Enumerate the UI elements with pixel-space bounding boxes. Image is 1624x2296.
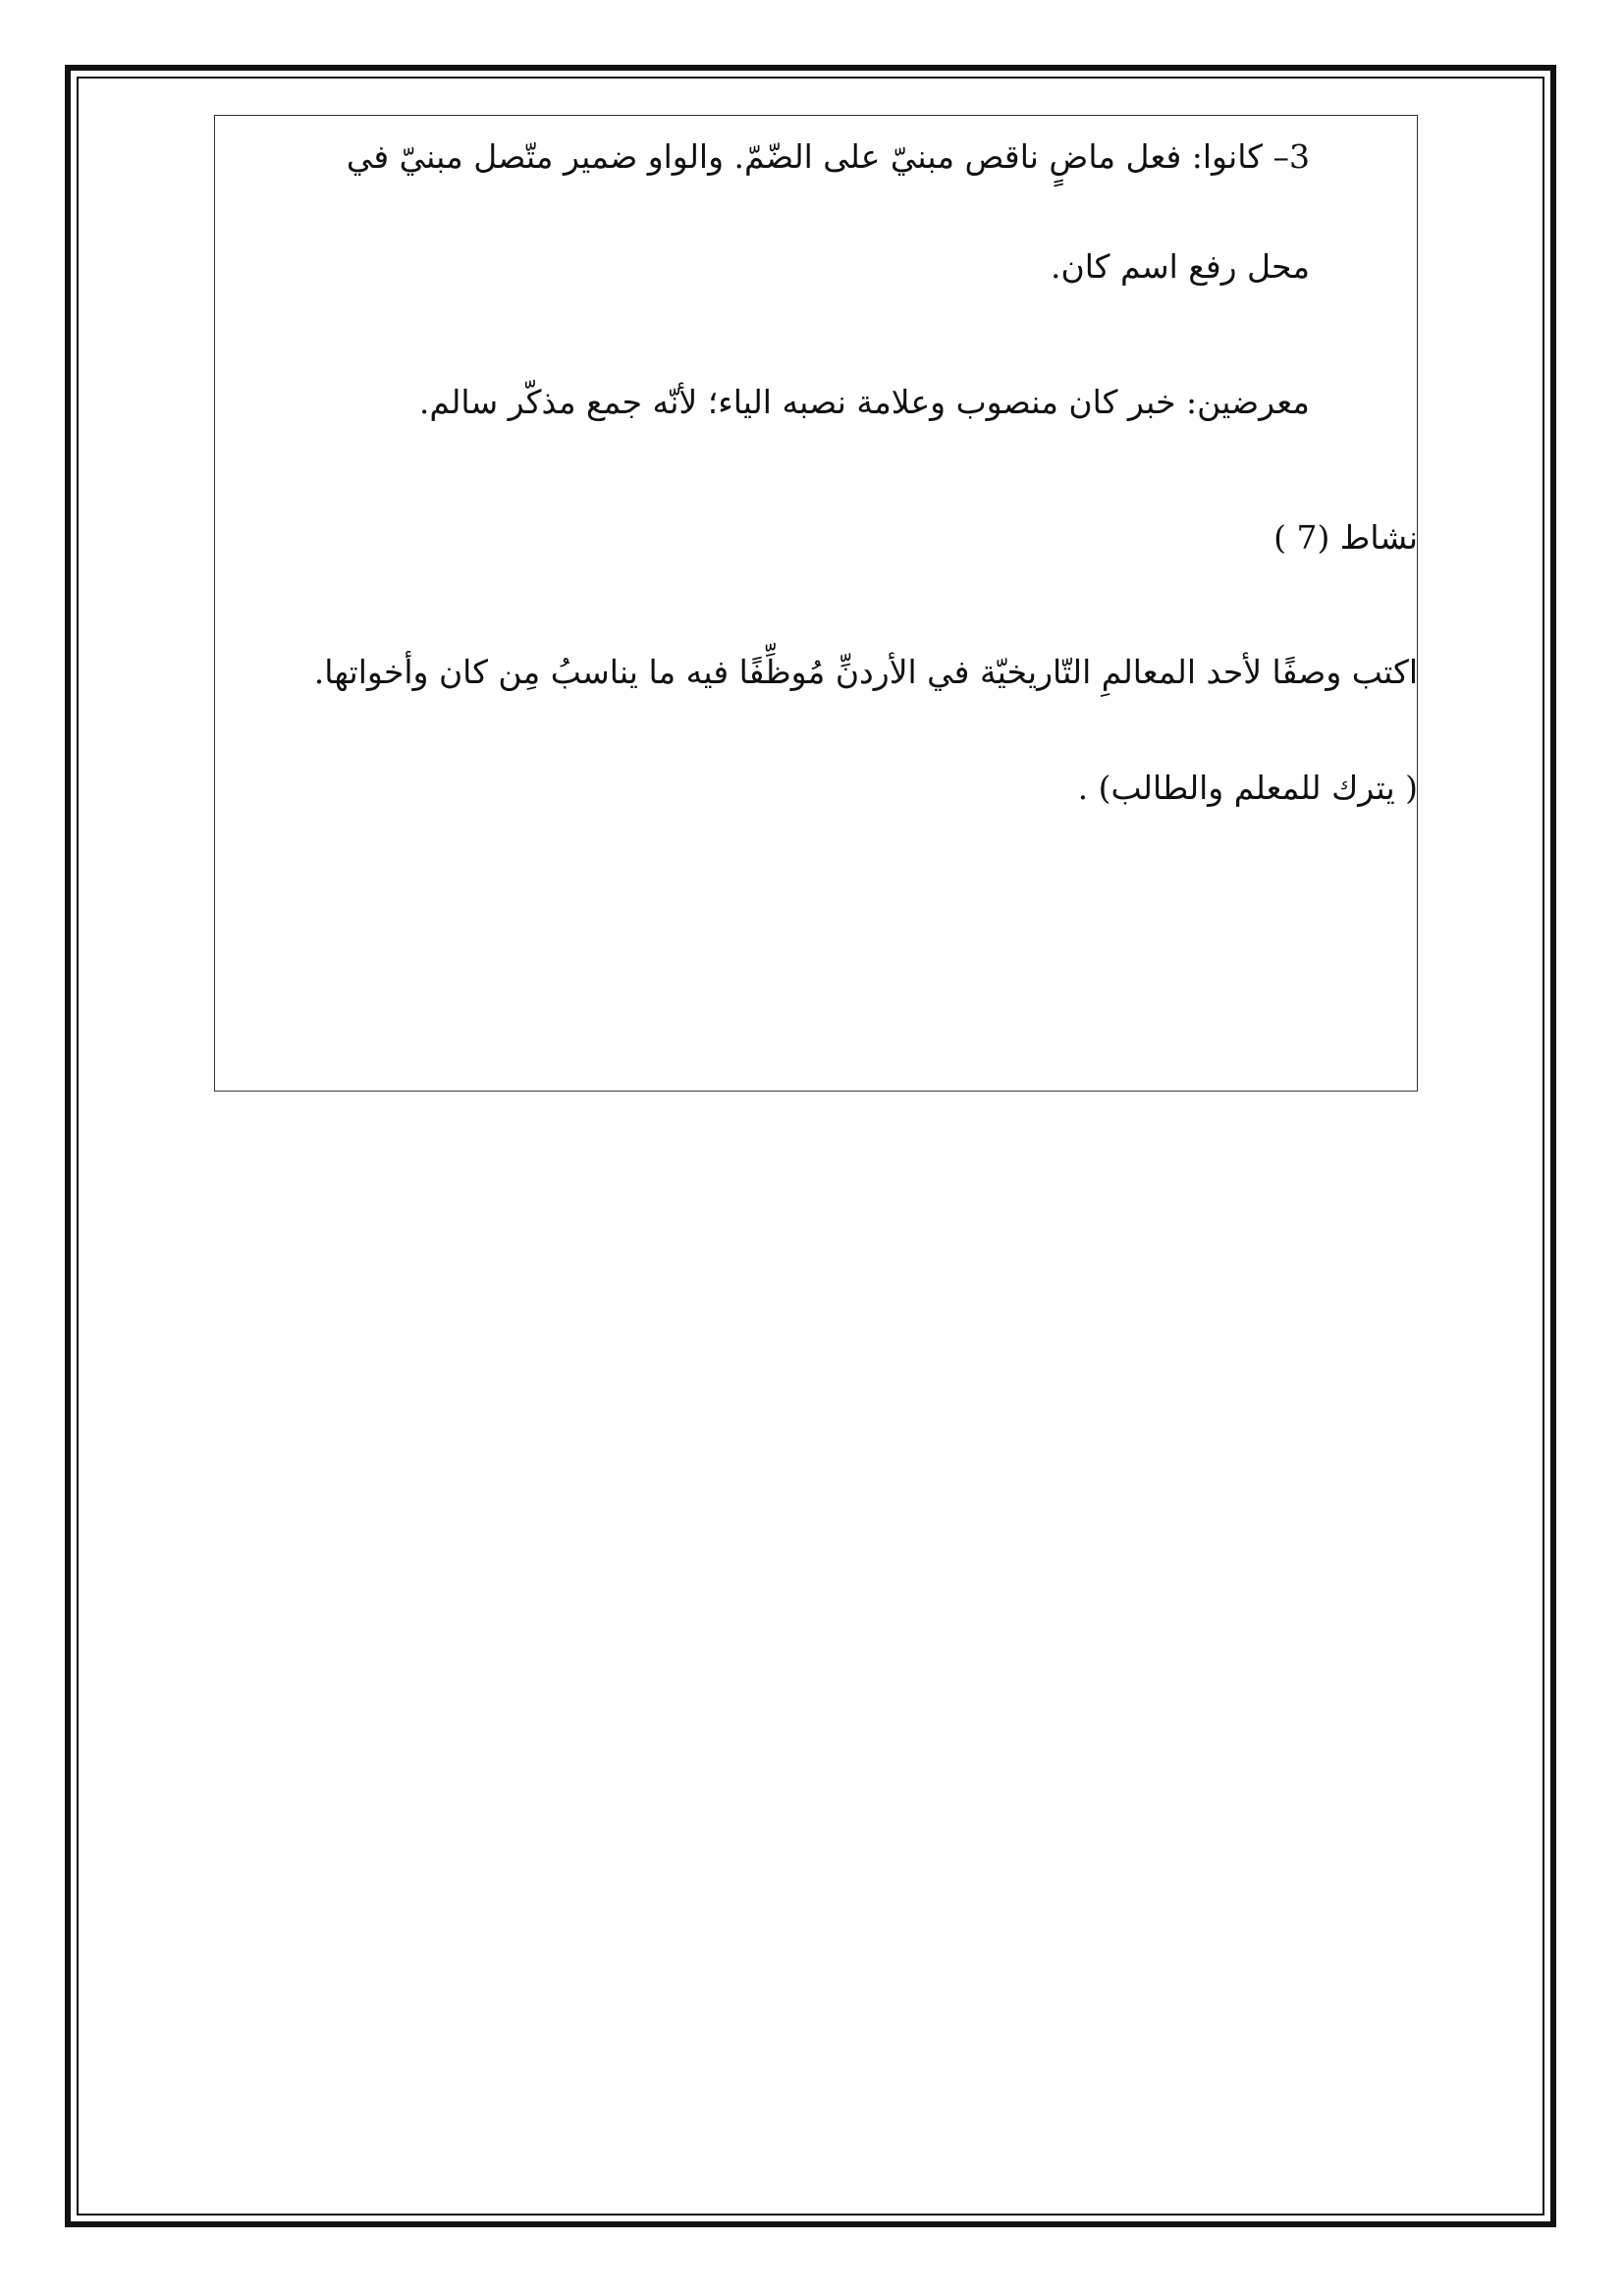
activity-heading: نشاط (7 ) [1273, 518, 1418, 557]
answer-line-kanu: 3– كانوا: فعل ماضٍ ناقص مبنيّ على الضّمّ. والواو ضمير متّصل مبنيّ في [346, 137, 1310, 176]
answer-line-kanu-continued: محل رفع اسم كان. [1051, 247, 1310, 286]
activity-instruction: اكتب وصفًا لأحد المعالمِ التّاريخيّة في الأردنِّ مُوظِّفًا فيه ما يناسبُ مِن كان وأخواتها. [313, 653, 1418, 691]
answer-line-muaridin: معرضين: خبر كان منصوب وعلامة نصبه الياء؛ لأنّه جمع مذكّر سالم. [418, 383, 1310, 421]
activity-note: ( يترك للمعلم والطالب) . [1077, 769, 1418, 807]
